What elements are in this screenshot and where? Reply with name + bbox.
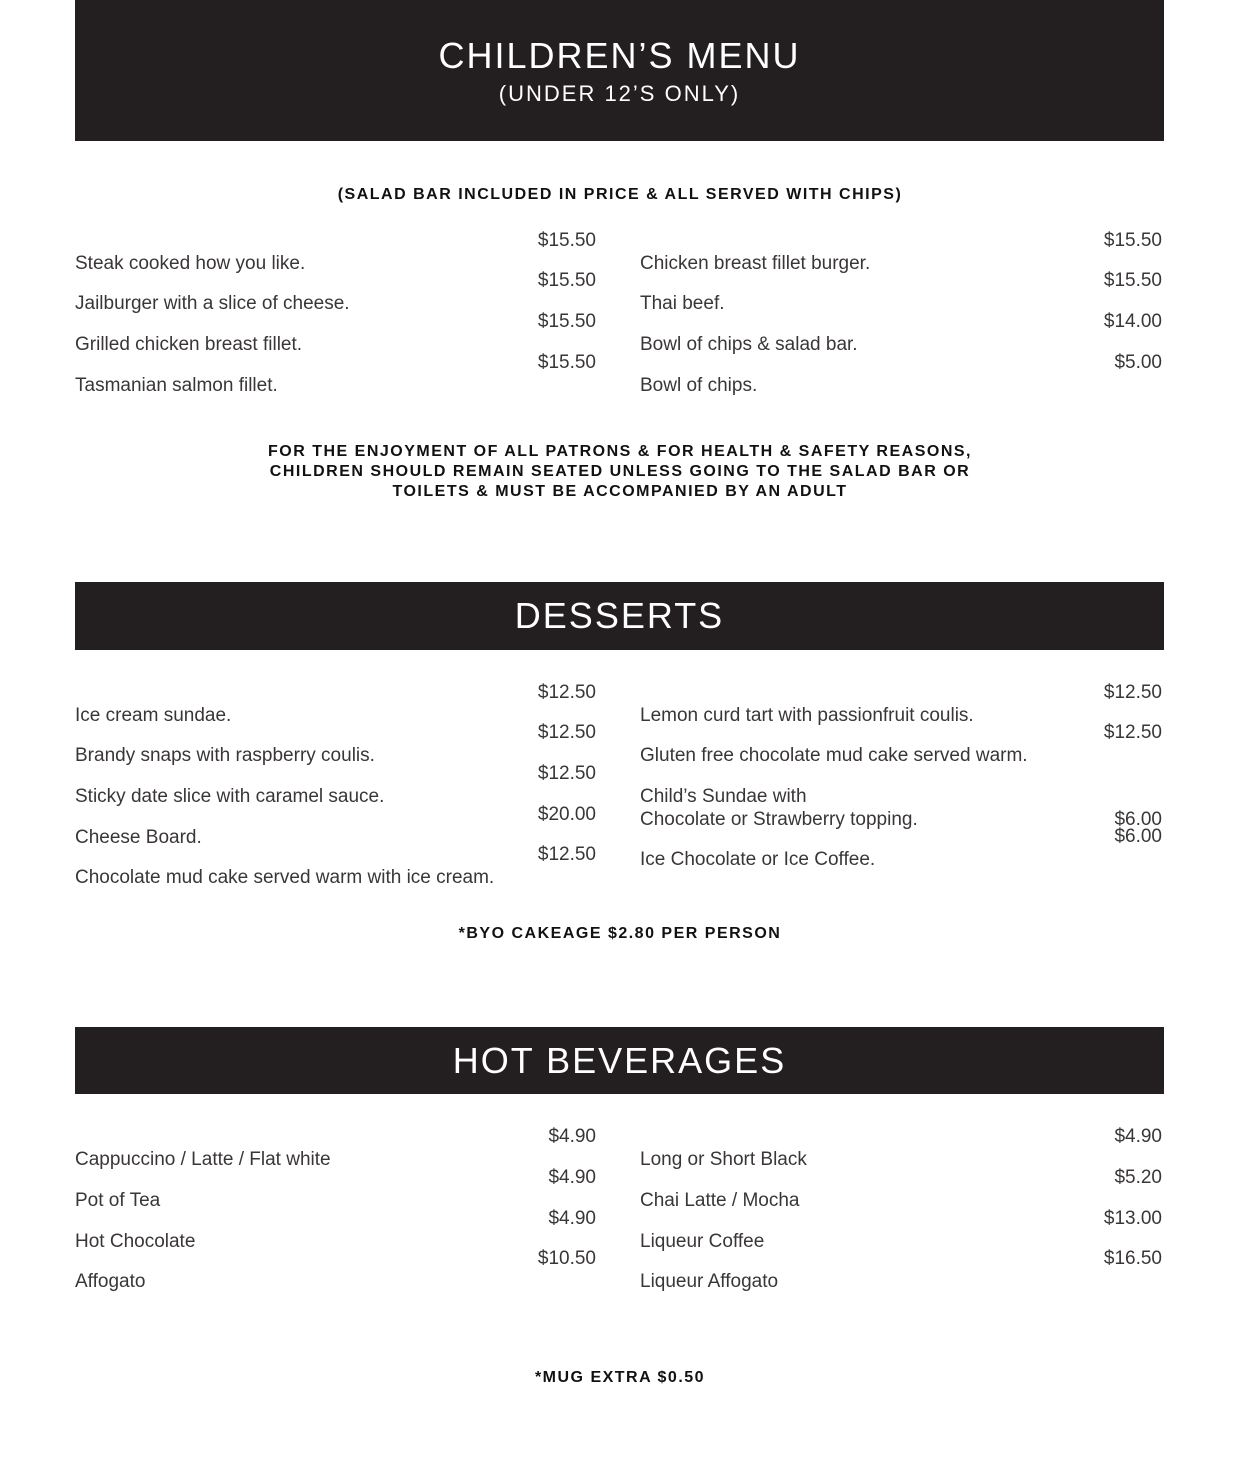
item-name: Bowl of chips & salad bar. bbox=[640, 334, 858, 355]
item-price: $6.00 bbox=[1114, 826, 1162, 847]
item-price: $12.50 bbox=[537, 722, 596, 743]
item-name: Jailburger with a slice of cheese. bbox=[75, 293, 350, 314]
item-price: $15.50 bbox=[1103, 270, 1162, 291]
item-price: $14.00 bbox=[1103, 311, 1162, 332]
item-name: Lemon curd tart with passionfruit coulis. bbox=[640, 705, 974, 726]
item-name: Child’s Sundae with Chocolate or Strawberry topping. bbox=[640, 786, 918, 830]
item-price: $15.50 bbox=[537, 270, 596, 291]
item-price: $4.90 bbox=[548, 1167, 596, 1188]
item-price: $6.00 bbox=[1114, 809, 1162, 830]
item-price: $15.50 bbox=[537, 352, 596, 373]
item-name: Chicken breast fillet burger. bbox=[640, 253, 871, 274]
childrens-menu-banner bbox=[75, 0, 1164, 141]
mug-extra-note: *MUG EXTRA $0.50 bbox=[534, 1369, 706, 1386]
item-price: $5.00 bbox=[1114, 352, 1162, 373]
item-price: $5.20 bbox=[1114, 1167, 1162, 1188]
item-name: Pot of Tea bbox=[75, 1190, 161, 1211]
item-name: Steak cooked how you like. bbox=[75, 253, 306, 274]
item-name: Liqueur Affogato bbox=[640, 1271, 779, 1292]
safety-note bbox=[0, 442, 1240, 502]
item-price: $12.50 bbox=[1103, 682, 1162, 703]
item-price: $13.00 bbox=[1103, 1208, 1162, 1229]
item-price: $4.90 bbox=[1114, 1126, 1162, 1147]
menu-item bbox=[640, 785, 1162, 831]
item-name: Tasmanian salmon fillet. bbox=[75, 375, 278, 396]
item-name: Liqueur Coffee bbox=[640, 1231, 765, 1252]
item-price: $16.50 bbox=[1103, 1248, 1162, 1269]
item-price: $20.00 bbox=[537, 804, 596, 825]
safety-note-line: FOR THE ENJOYMENT OF ALL PATRONS & FOR HEALTH & SAFETY REASONS, bbox=[267, 443, 972, 460]
item-name: Gluten free chocolate mud cake served warm. bbox=[640, 745, 1028, 766]
item-name: Chocolate mud cake served warm with ice cream. bbox=[75, 867, 495, 888]
item-name: Thai beef. bbox=[640, 293, 725, 314]
item-price: $15.50 bbox=[537, 311, 596, 332]
item-name: Bowl of chips. bbox=[640, 375, 758, 396]
item-name: Ice cream sundae. bbox=[75, 705, 232, 726]
safety-note-line: CHILDREN SHOULD REMAIN SEATED UNLESS GOING TO THE SALAD BAR OR bbox=[269, 463, 971, 480]
item-name: Long or Short Black bbox=[640, 1149, 807, 1170]
item-name: Chai Latte / Mocha bbox=[640, 1190, 800, 1211]
desserts-title: DESSERTS bbox=[514, 595, 725, 636]
item-price: $15.50 bbox=[1103, 230, 1162, 251]
item-price: $15.50 bbox=[537, 230, 596, 251]
item-price: $12.50 bbox=[537, 682, 596, 703]
item-name: Cheese Board. bbox=[75, 827, 202, 848]
item-price: $12.50 bbox=[537, 763, 596, 784]
safety-note-line: TOILETS & MUST BE ACCOMPANIED BY AN ADULT bbox=[392, 483, 848, 500]
desserts-banner bbox=[75, 582, 1164, 650]
hot-beverages-title: HOT BEVERAGES bbox=[452, 1040, 787, 1081]
item-name: Cappuccino / Latte / Flat white bbox=[75, 1149, 331, 1170]
item-name: Hot Chocolate bbox=[75, 1231, 196, 1252]
childrens-menu-title: CHILDREN’S MENU bbox=[438, 35, 801, 76]
item-price: $12.50 bbox=[537, 844, 596, 865]
hot-beverages-banner bbox=[75, 1027, 1164, 1094]
item-name: Sticky date slice with caramel sauce. bbox=[75, 786, 385, 807]
item-price: $10.50 bbox=[537, 1248, 596, 1269]
cakeage-note: *BYO CAKEAGE $2.80 PER PERSON bbox=[458, 925, 782, 942]
item-price: $4.90 bbox=[548, 1208, 596, 1229]
item-name: Grilled chicken breast fillet. bbox=[75, 334, 303, 355]
item-name: Brandy snaps with raspberry coulis. bbox=[75, 745, 375, 766]
childrens-menu-subtitle: (UNDER 12’S ONLY) bbox=[498, 81, 741, 106]
salad-bar-note: (SALAD BAR INCLUDED IN PRICE & ALL SERVED WITH CHIPS) bbox=[337, 186, 903, 203]
item-price: $4.90 bbox=[548, 1126, 596, 1147]
item-price: $12.50 bbox=[1103, 722, 1162, 743]
item-name: Affogato bbox=[75, 1271, 146, 1292]
item-name: Ice Chocolate or Ice Coffee. bbox=[640, 849, 876, 870]
